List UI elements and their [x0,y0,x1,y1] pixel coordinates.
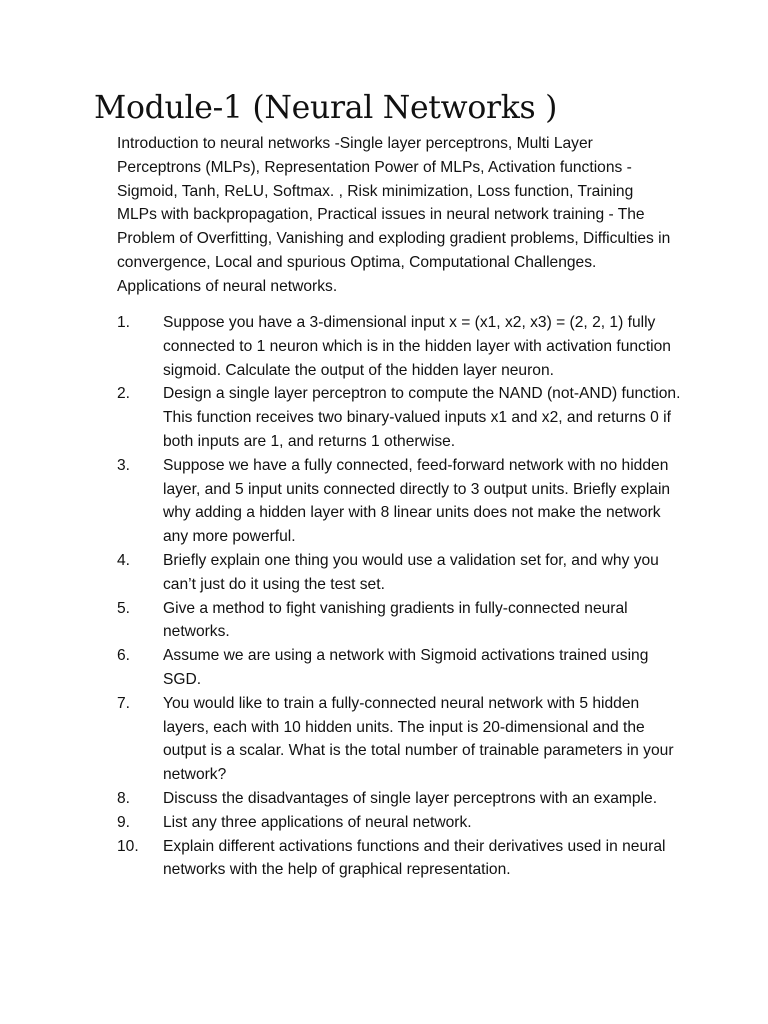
question-number: 5. [117,599,131,617]
list-item [117,644,687,692]
question-number: 4. [117,551,131,569]
question-text: You would like to train a fully-connected neural network with 5 hidden layers, each with 10 hidden units. The input is 20-dimensional and the output is a scalar. What is the total number of trainable parameters in your network? [163,694,674,784]
question-number: 7. [117,694,131,712]
question-number: 6. [117,647,131,665]
syllabus-intro: Introduction to neural networks -Single layer perceptrons, Multi Layer Perceptrons (MLPs), Representation Power of MLPs, Activation functions - Sigmoid, Tanh, ReLU, Softmax. , Risk minimization, Loss function, Training MLPs with backpropagation, Practical issues in neural network training - The Problem of Overfitting, Vanishing and exploding gradient problems, Difficulties in convergence, Local and spurious Optima, Computational Challenges. Applications of neural networks. [117,135,671,295]
question-text: Discuss the disadvantages of single layer perceptrons with an example. [163,789,658,807]
question-text: Explain different activations functions and their derivatives used in neural networks with the help of graphical representation. [163,837,666,879]
question-text: Design a single layer perceptron to compute the NAND (not-AND) function. This function receives two binary-valued inputs x1 and x2, and returns 0 if both inputs are 1, and returns 1 otherwise. [163,385,681,450]
list-item [117,597,687,645]
question-text: Assume we are using a network with Sigmoid activations trained using SGD. [163,647,649,688]
question-text: List any three applications of neural network. [163,813,472,831]
list-item [117,382,687,453]
list-item [117,787,687,811]
question-text: Suppose we have a fully connected, feed-forward network with no hidden layer, and 5 input units connected directly to 3 output units. Briefly explain why adding a hidden layer with 8 linear units does not make the network any more powerful. [163,456,671,546]
page-title: Module-1 (Neural Networks ) [94,90,558,126]
question-text: Suppose you have a 3-dimensional input x = (x1, x2, x3) = (2, 2, 1) fully connected to 1 neuron which is in the hidden layer with activation function sigmoid. Calculate the output of the hidden layer neuron. [163,314,671,379]
list-item [117,311,687,382]
list-item [117,549,687,597]
list-item [117,835,687,883]
question-number: 8. [117,789,131,807]
question-number: 3. [117,456,131,474]
list-item [117,811,687,835]
question-list [117,311,687,882]
question-text: Briefly explain one thing you would use a validation set for, and why you can’t just do it using the test set. [163,551,659,593]
question-number: 2. [117,385,131,403]
question-number: 9. [117,813,131,831]
question-text: Give a method to fight vanishing gradients in fully-connected neural networks. [163,599,628,641]
list-item [117,692,687,787]
question-number: 1. [117,314,131,331]
list-item [117,454,687,549]
question-number: 10. [117,837,139,855]
